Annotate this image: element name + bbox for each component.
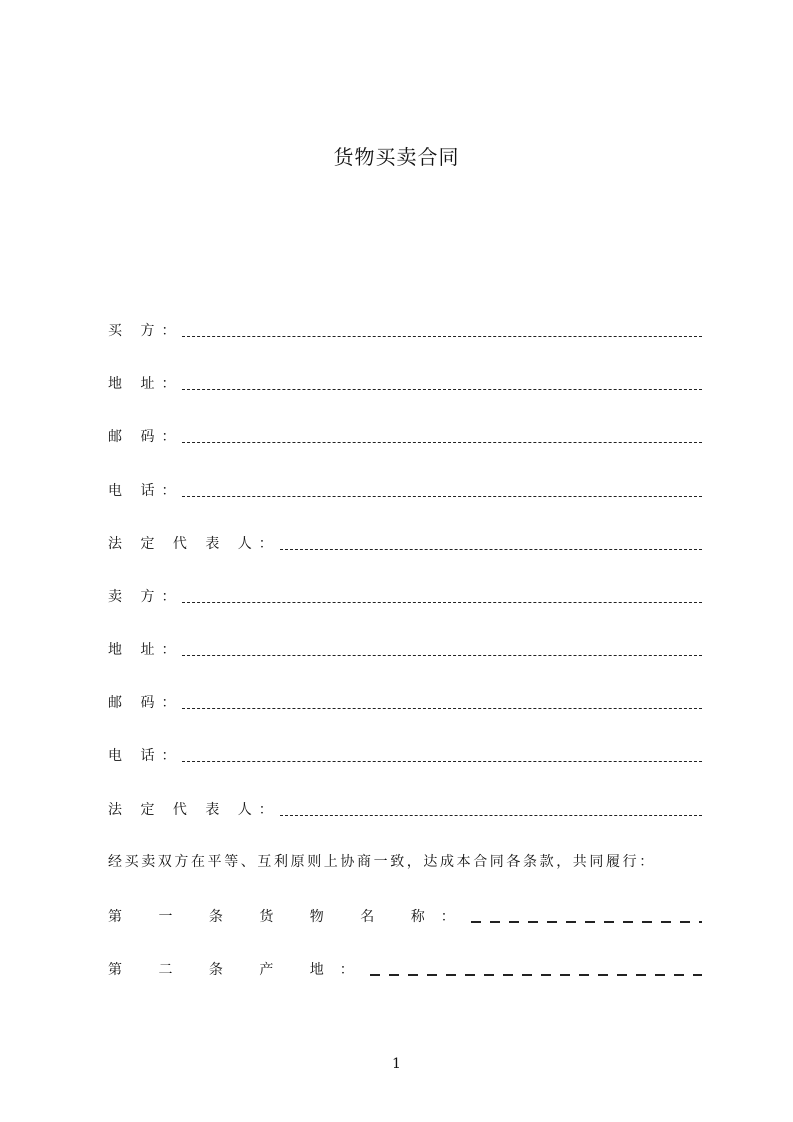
article-label: 第 二 条 产 地： <box>108 962 370 978</box>
buyer-address-field <box>108 371 702 393</box>
blank-line <box>182 442 702 443</box>
blank-line <box>370 974 702 976</box>
article-label: 第 一 条 货 物 名 称： <box>108 909 471 925</box>
field-label: 法 定 代 表 人： <box>108 536 280 552</box>
blank-line <box>280 815 702 816</box>
blank-line <box>471 921 702 923</box>
field-label: 卖 方： <box>108 589 183 605</box>
blank-line <box>182 389 702 390</box>
field-label: 电 话： <box>108 748 183 764</box>
seller-address-field <box>108 637 702 659</box>
buyer-phone-field <box>108 478 702 500</box>
document-title: 货物买卖合同 <box>333 145 460 169</box>
field-label: 买 方： <box>108 323 183 339</box>
article-1-goods-name <box>108 904 702 926</box>
seller-legal-rep-field <box>108 797 702 819</box>
field-label: 地 址： <box>108 642 183 658</box>
field-label: 法 定 代 表 人： <box>108 802 280 818</box>
blank-line <box>280 549 702 550</box>
blank-line <box>182 655 702 656</box>
seller-phone-field <box>108 743 702 765</box>
field-label: 邮 码： <box>108 695 183 711</box>
seller-postcode-field <box>108 690 702 712</box>
blank-line <box>182 602 702 603</box>
buyer-name-field <box>108 318 702 340</box>
page-number: 1 <box>392 1056 401 1072</box>
buyer-legal-rep-field <box>108 531 702 553</box>
field-label: 电 话： <box>108 483 183 499</box>
blank-line <box>182 496 702 497</box>
blank-line <box>182 336 702 337</box>
field-label: 邮 码： <box>108 429 183 445</box>
blank-line <box>182 761 702 762</box>
field-label: 地 址： <box>108 376 183 392</box>
article-2-origin <box>108 957 702 979</box>
intro-paragraph: 经买卖双方在平等、互利原则上协商一致，达成本合同各条款，共同履行： <box>108 854 656 870</box>
seller-name-field <box>108 584 702 606</box>
buyer-postcode-field <box>108 424 702 446</box>
blank-line <box>182 708 702 709</box>
